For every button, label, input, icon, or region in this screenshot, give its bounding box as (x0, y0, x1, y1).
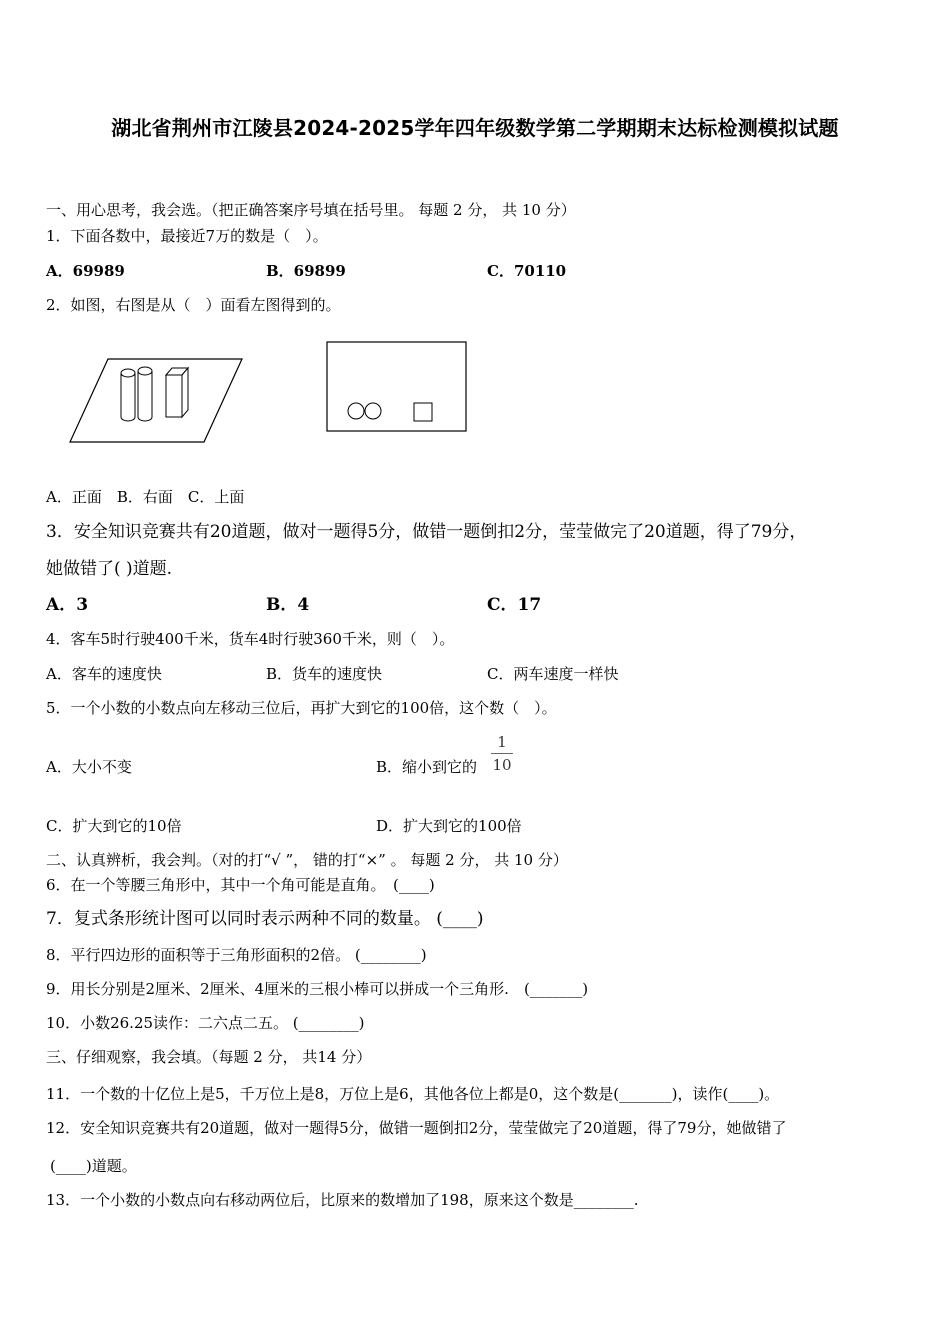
question-1: 1．下面各数中，最接近7万的数是（ ）。 (46, 227, 328, 245)
q2-right-figure (326, 341, 468, 433)
q2-options: A．正面 B．右面 C．上面 (46, 488, 245, 506)
question-6: 6．在一个等腰三角形中，其中一个角可能是直角。 (____) (46, 876, 435, 894)
fraction-denominator: 10 (492, 756, 512, 774)
question-4: 4．客车5时行驶400千米，货车4时行驶360千米，则（ ）。 (46, 630, 455, 648)
question-9: 9．用长分别是2厘米、2厘米、4厘米的三根小棒可以拼成一个三角形. (_______) (46, 980, 589, 998)
q3-option-b: B．4 (266, 595, 310, 615)
question-7: 7．复式条形统计图可以同时表示两种不同的数量。 (____) (46, 909, 484, 929)
q4-option-b: B．货车的速度快 (266, 665, 383, 683)
q3-option-a: A．3 (46, 595, 89, 615)
section-1-heading: 一、用心思考，我会选。（把正确答案序号填在括号里。 每题 2 分， 共 10 分） (46, 201, 576, 219)
question-3-line-1: 3．安全知识竞赛共有20道题，做对一题得5分，做错一题倒扣2分，莹莹做完了20道题，得了79分， (46, 522, 807, 542)
question-3-line-2: 她做错了( )道题. (46, 559, 173, 579)
q4-option-a: A．客车的速度快 (46, 665, 162, 683)
question-5: 5．一个小数的小数点向左移动三位后，再扩大到它的100倍，这个数（ ）。 (46, 699, 557, 717)
q1-option-c: C．70110 (487, 262, 567, 280)
q3-option-c: C．17 (487, 595, 542, 615)
view-circle-2 (365, 403, 381, 419)
cuboid (166, 368, 188, 417)
q5-option-a: A．大小不变 (46, 758, 132, 776)
question-2: 2．如图，右图是从（ ）面看左图得到的。 (46, 296, 341, 314)
fraction-numerator: 1 (497, 733, 507, 751)
q2-left-figure (68, 355, 246, 447)
q5-option-b: B．缩小到它的 (376, 758, 478, 776)
q5-option-d: D．扩大到它的100倍 (376, 817, 522, 835)
q4-option-c: C．两车速度一样快 (487, 665, 619, 683)
question-11: 11．一个数的十亿位上是5，千万位上是8，万位上是6，其他各位上都是0，这个数是(_______)，读作(____)。 (46, 1085, 780, 1103)
view-frame (327, 342, 466, 431)
q5-option-c: C．扩大到它的10倍 (46, 817, 182, 835)
page-title: 湖北省荆州市江陵县2024-2025学年四年级数学第二学期期末达标检测模拟试题 (111, 116, 839, 140)
q1-option-b: B．69899 (266, 262, 346, 280)
section-3-heading: 三、仔细观察，我会填。（每题 2 分， 共14 分） (46, 1048, 372, 1066)
cylinder-2 (138, 367, 152, 421)
view-square (414, 403, 432, 421)
question-8: 8．平行四边形的面积等于三角形面积的2倍。 (________) (46, 946, 427, 964)
section-2-heading: 二、认真辨析，我会判。（对的打“√ ”， 错的打“×” 。 每题 2 分， 共 10 分） (46, 851, 568, 869)
view-circle-1 (348, 403, 364, 419)
question-13: 13．一个小数的小数点向右移动两位后，比原来的数增加了198，原来这个数是________. (46, 1191, 639, 1209)
cylinder-1 (121, 369, 135, 421)
q1-option-a: A．69989 (46, 262, 125, 280)
question-12-line-2: (____)道题。 (50, 1157, 137, 1175)
base-parallelogram (70, 359, 242, 442)
q5-fraction (490, 733, 514, 774)
question-10: 10．小数26.25读作：二六点二五。 (________) (46, 1014, 365, 1032)
question-12-line-1: 12．安全知识竞赛共有20道题，做对一题得5分，做错一题倒扣2分，莹莹做完了20道题，得了79分，她做错了 (46, 1119, 787, 1137)
